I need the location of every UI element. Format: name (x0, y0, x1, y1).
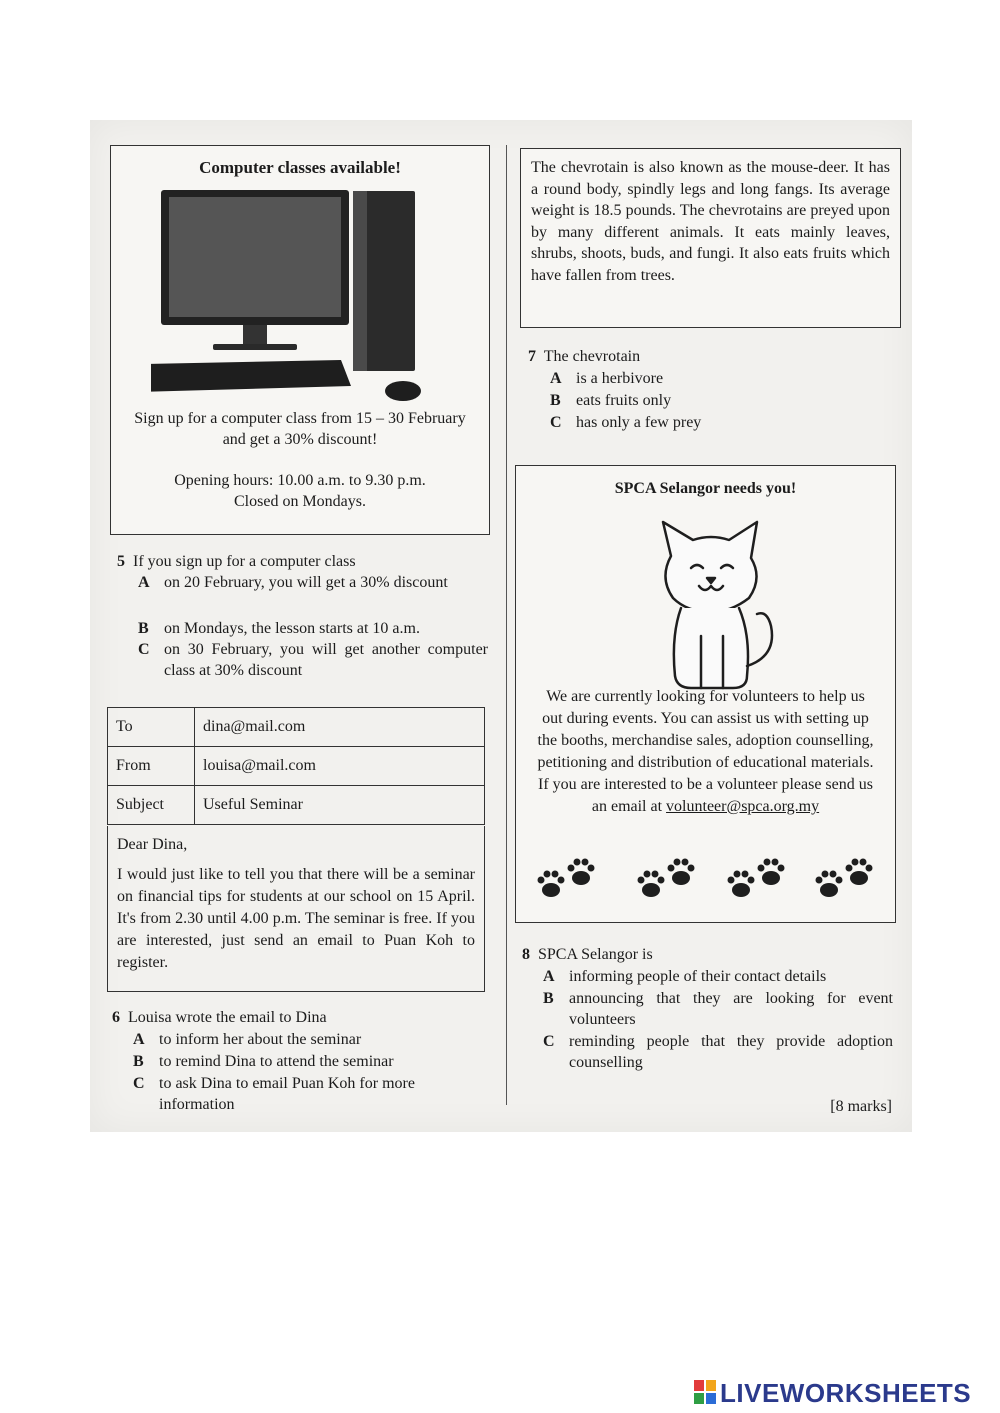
spca-title: SPCA Selangor needs you! (614, 480, 797, 497)
spca-text (536, 686, 875, 818)
q6-option-b[interactable]: B to remind Dina to attend the seminar (133, 1053, 394, 1070)
paw-icon (816, 859, 873, 898)
q7-option-c[interactable]: C has only a few prey (550, 414, 702, 431)
ad-title: Computer classes available! (199, 158, 401, 177)
question-stem: SPCA Selangor is (538, 946, 653, 963)
q8-option-b[interactable]: B announcing that they are looking for event volunteers (543, 990, 893, 1028)
computer-class-ad (110, 145, 490, 535)
q5-option-c[interactable]: C on 30 February, you will get another computer class at 30% discount (138, 641, 488, 679)
liveworksheets-wordmark: LIVEWORKSHEETS (720, 1378, 972, 1408)
q6-option-c[interactable]: C to ask Dina to email Puan Koh for more information (133, 1075, 415, 1113)
spca-message: We are currently looking for volunteers to help us out during events. You can assist us with setting up the booths, merchandise sales, adoption counselling, petitioning and distribution of educational materials. If you are interested to be a volunteer please send us an email at (537, 688, 874, 815)
worksheet-page (90, 120, 912, 1132)
question-stem: Louisa wrote the email to Dina (128, 1009, 327, 1026)
q6-option-a[interactable]: A to inform her about the seminar (133, 1031, 362, 1048)
marks-label: [8 marks] (830, 1098, 892, 1115)
question-number: 6 (112, 1009, 120, 1026)
email-subject-label: Subject (108, 786, 195, 825)
column-divider (506, 145, 507, 1105)
cat-illustration (641, 516, 781, 696)
q5-option-a[interactable]: A on 20 February, you will get a 30% discount (138, 574, 448, 591)
email-header-table (107, 707, 485, 825)
email-greeting: Dear Dina, (117, 836, 188, 853)
spca-volunteer-ad (515, 465, 896, 923)
q7-option-b[interactable]: B eats fruits only (550, 392, 672, 409)
question-stem: If you sign up for a computer class (133, 553, 356, 570)
desktop-computer-illustration (151, 186, 451, 416)
email-message: I would just like to tell you that there will be a seminar on financial tips for students at our school on 15 April. It's from 2.30 until 4.00 p.m. The seminar is free. If you are interested, just send an email to Puan Koh to register. (117, 866, 475, 971)
email-subject-value: Useful Seminar (195, 786, 485, 825)
ad-signup-text: Sign up for a computer class from 15 – 30 February and get a 30% discount! (134, 410, 466, 448)
email-from-value: louisa@mail.com (195, 747, 485, 786)
question-number: 7 (528, 348, 536, 365)
q8-option-c[interactable]: C reminding people that they provide adoption counselling (543, 1033, 893, 1071)
ad-closed-days: Closed on Mondays. (234, 493, 366, 510)
paw-prints-decoration (531, 856, 881, 906)
q8-option-a[interactable]: A informing people of their contact details (543, 968, 827, 985)
liveworksheets-watermark[interactable] (694, 1378, 994, 1410)
paw-icon (638, 859, 695, 898)
spca-email-link[interactable]: volunteer@spca.org.my (666, 798, 820, 815)
paw-icon (728, 859, 785, 898)
question-number: 5 (117, 553, 125, 570)
question-7 (528, 346, 888, 367)
email-to-label: To (108, 708, 195, 747)
liveworksheets-logo-icon (694, 1380, 716, 1404)
question-6 (112, 1007, 482, 1028)
question-8 (522, 944, 892, 965)
q7-option-a[interactable]: A is a herbivore (550, 370, 664, 387)
question-stem: The chevrotain (543, 348, 641, 365)
paw-icon (538, 859, 595, 898)
email-subject-row (108, 786, 485, 825)
email-from-row (108, 747, 485, 786)
q5-option-b[interactable]: B on Mondays, the lesson starts at 10 a.m. (138, 620, 420, 637)
email-body (107, 826, 485, 992)
chevrotain-passage: The chevrotain is also known as the mouse-deer. It has a round body, spindly legs and long fangs. Its average weight is 18.5 pounds. The chevrotains are preyed upon by many different animals. It eats mainly leaves, shrubs, shoots, buds, and fungi. It also eats fruits which have fallen from trees. (520, 148, 901, 328)
question-5 (117, 551, 487, 572)
email-to-value: dina@mail.com (195, 708, 485, 747)
email-to-row (108, 708, 485, 747)
question-number: 8 (522, 946, 530, 963)
email-from-label: From (108, 747, 195, 786)
ad-opening-hours: Opening hours: 10.00 a.m. to 9.30 p.m. (174, 472, 426, 489)
